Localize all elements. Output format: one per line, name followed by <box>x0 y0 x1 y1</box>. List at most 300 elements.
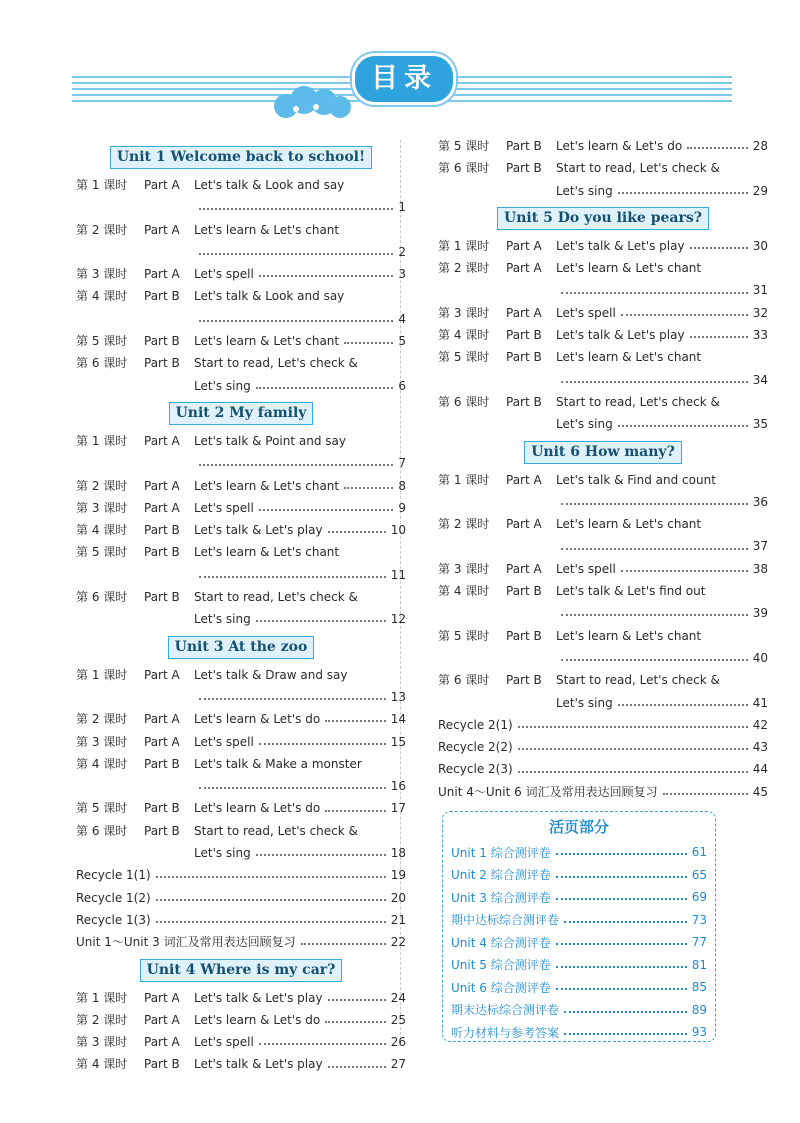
page-number: 7 <box>398 456 406 471</box>
lesson-number: 第 1 课时 <box>76 667 128 682</box>
entry-title: Let's talk & Let's play <box>556 328 685 343</box>
toc-line <box>76 308 406 330</box>
entry-title: Let's talk & Let's find out <box>556 584 706 599</box>
toc-line <box>76 586 406 608</box>
lesson-number: 第 1 课时 <box>76 178 128 192</box>
toc-line <box>438 602 768 624</box>
part-label: Part A <box>506 472 542 487</box>
lesson-number: 第 6 课时 <box>438 394 490 409</box>
loose-leaf-title: 活页部分 <box>548 818 609 836</box>
entry-line <box>556 535 768 557</box>
page-number: 18 <box>390 846 406 861</box>
toc-line <box>76 497 406 519</box>
page-number: 16 <box>390 779 406 794</box>
entry-title: Let's talk & Look and say <box>194 289 345 304</box>
page-number: 33 <box>752 328 768 343</box>
page-number: 5 <box>398 334 406 349</box>
lesson-number: 第 3 课时 <box>438 561 490 576</box>
dot-leader <box>325 810 386 812</box>
entry-title: Let's learn & Let's chant <box>194 334 340 349</box>
toc-line <box>76 330 406 352</box>
entry-line <box>76 931 406 953</box>
entry-title-cont: Let's sing <box>556 183 613 198</box>
toc-line <box>76 686 406 708</box>
dot-leader <box>325 720 386 722</box>
toc-line <box>76 241 406 263</box>
dot-leader <box>561 381 748 383</box>
entry-title: Let's learn & Let's chant <box>556 261 702 276</box>
entry-line <box>556 369 768 391</box>
toc-entry <box>76 864 406 886</box>
toc-line <box>438 324 768 346</box>
page-number: 3 <box>398 267 406 282</box>
toc-entry <box>76 1053 406 1075</box>
toc-entry <box>438 558 768 580</box>
toc-entry <box>76 1031 406 1053</box>
part-label: Part A <box>144 1012 180 1027</box>
lesson-number: 第 6 课时 <box>438 161 490 176</box>
part-label: Part A <box>144 734 180 749</box>
toc-line <box>438 369 768 391</box>
page-number: 85 <box>691 980 707 995</box>
entry-title: Recycle 1(2) <box>76 890 151 905</box>
dot-leader <box>325 1021 386 1023</box>
toc-entry <box>76 820 406 865</box>
entry-line <box>194 564 406 586</box>
entry-title: 期末达标综合测评卷 <box>451 1003 560 1018</box>
unit-heading-row <box>438 202 768 235</box>
page-number: 44 <box>752 762 768 777</box>
dot-leader <box>259 275 394 277</box>
dot-leader <box>518 771 748 773</box>
toc-entry <box>76 753 406 798</box>
entry-title: Let's talk & Point and say <box>194 433 346 448</box>
entry-title: Recycle 2(2) <box>438 740 513 755</box>
lesson-number: 第 6 课时 <box>76 823 128 838</box>
part-label: Part B <box>144 289 180 304</box>
page-number: 2 <box>398 244 406 259</box>
page-number: 10 <box>390 523 406 538</box>
page-number: 24 <box>390 990 406 1005</box>
toc-entry <box>76 430 406 475</box>
toc-entry <box>438 625 768 670</box>
cloud-icon <box>272 84 352 120</box>
entry-title: Let's learn & Let's chant <box>556 628 702 643</box>
toc-line <box>438 413 768 435</box>
lesson-number: 第 2 课时 <box>438 261 490 276</box>
toc-line <box>438 180 768 202</box>
entry-title: Let's talk & Let's play <box>194 990 323 1005</box>
entry-line <box>556 692 768 714</box>
unit-heading: Unit 3 At the zoo <box>168 636 315 659</box>
entry-line <box>556 180 768 202</box>
dot-leader <box>556 988 687 990</box>
entry-line <box>556 491 768 513</box>
entry-title-cont: Let's sing <box>194 378 251 393</box>
entry-title: Let's spell <box>194 734 254 749</box>
toc-left-column <box>76 141 406 1076</box>
part-label: Part B <box>144 356 180 371</box>
toc-line <box>76 1031 406 1053</box>
unit-heading-row <box>76 141 406 174</box>
toc-line <box>76 864 406 886</box>
toc-entry <box>76 931 406 953</box>
lesson-number: 第 5 课时 <box>438 139 490 153</box>
toc-line <box>76 430 406 452</box>
dot-leader <box>328 1066 386 1068</box>
toc-line <box>438 669 768 691</box>
lesson-number: 第 2 课时 <box>76 478 128 493</box>
page-number: 27 <box>390 1057 406 1072</box>
entry-title: Let's learn & Let's chant <box>194 478 340 493</box>
toc-entry <box>438 714 768 736</box>
toc-entry <box>438 669 768 714</box>
dot-leader <box>518 726 748 728</box>
part-label: Part B <box>506 628 542 643</box>
entry-line <box>438 781 768 803</box>
entry-title: Let's talk & Find and count <box>556 472 716 487</box>
toc-entry <box>76 664 406 709</box>
page-number: 61 <box>691 845 707 860</box>
toc-line <box>76 219 406 241</box>
dot-leader <box>199 698 386 700</box>
dot-leader <box>199 253 393 255</box>
toc-line <box>438 302 768 324</box>
toc-entry <box>76 909 406 931</box>
toc-line <box>76 708 406 730</box>
toc-entry <box>438 135 768 157</box>
entry-line <box>194 452 406 474</box>
toc-line <box>76 285 406 307</box>
toc-line <box>76 452 406 474</box>
page-number: 14 <box>390 712 406 727</box>
entry-title: Unit 5 综合测评卷 <box>451 958 551 973</box>
dot-leader <box>561 659 748 661</box>
entry-line <box>194 775 406 797</box>
part-label: Part B <box>506 350 542 365</box>
part-label: Part A <box>144 1035 180 1050</box>
page-number: 9 <box>398 500 406 515</box>
entry-line <box>194 708 406 730</box>
entry-line <box>556 302 768 324</box>
entry-line <box>194 475 406 497</box>
toc-line <box>438 625 768 647</box>
lesson-number: 第 3 课时 <box>76 1035 128 1050</box>
toc-entry <box>76 987 406 1009</box>
dot-leader <box>259 509 394 511</box>
entry-title: Let's talk & Let's play <box>194 1057 323 1072</box>
lesson-number: 第 5 课时 <box>438 628 490 643</box>
toc-line <box>438 692 768 714</box>
part-label: Part B <box>144 756 180 771</box>
toc-entry <box>76 519 406 541</box>
lesson-number: 第 2 课时 <box>76 222 128 237</box>
lesson-number: 第 5 课时 <box>76 545 128 560</box>
lesson-number: 第 1 课时 <box>438 472 490 487</box>
part-label: Part B <box>506 328 542 343</box>
entry-line <box>194 1053 406 1075</box>
loose-leaf-entry <box>451 954 707 977</box>
entry-title: Unit 1 综合测评卷 <box>451 845 551 860</box>
page-number: 43 <box>752 740 768 755</box>
lesson-number: 第 2 课时 <box>76 712 128 727</box>
dot-leader <box>328 531 386 533</box>
entry-title: Let's spell <box>194 267 254 282</box>
page-number: 42 <box>752 717 768 732</box>
part-label: Part A <box>144 667 180 682</box>
part-label: Part A <box>144 267 180 282</box>
entry-title: Recycle 2(1) <box>438 717 513 732</box>
lesson-number: 第 5 课时 <box>76 334 128 349</box>
lesson-number: 第 4 课时 <box>438 584 490 599</box>
dot-leader <box>301 943 386 945</box>
toc-line <box>76 775 406 797</box>
entry-title: Let's learn & Let's chant <box>194 545 340 560</box>
loose-leaf-box <box>442 811 716 1042</box>
dot-leader <box>621 570 748 572</box>
toc-entry <box>76 797 406 819</box>
dot-leader <box>259 743 386 745</box>
loose-leaf-entry <box>451 909 707 932</box>
page-number: 38 <box>752 561 768 576</box>
lesson-number: 第 6 课时 <box>76 356 128 371</box>
entry-title: Recycle 1(3) <box>76 912 151 927</box>
part-label: Part A <box>144 222 180 237</box>
toc-entry <box>438 781 768 803</box>
part-label: Part B <box>506 161 542 176</box>
part-label: Part A <box>144 478 180 493</box>
dot-leader <box>564 1011 687 1013</box>
dot-leader <box>256 620 386 622</box>
toc-entry <box>76 330 406 352</box>
lesson-number: 第 5 课时 <box>438 350 490 365</box>
toc-entry <box>76 475 406 497</box>
page-number: 81 <box>691 957 707 972</box>
toc-entry <box>76 731 406 753</box>
part-label: Part A <box>506 517 542 532</box>
toc-line <box>76 909 406 931</box>
entry-line <box>194 987 406 1009</box>
unit-heading: Unit 1 Welcome back to school! <box>110 146 372 169</box>
toc-line <box>438 736 768 758</box>
lesson-number: 第 4 课时 <box>76 289 128 304</box>
lesson-number: 第 1 课时 <box>438 238 490 253</box>
toc-line <box>76 931 406 953</box>
entry-title: Unit 4～Unit 6 词汇及常用表达回顾复习 <box>438 784 658 799</box>
entry-title: Start to read, Let's check & <box>194 356 358 371</box>
toc-line <box>438 758 768 780</box>
dot-leader <box>561 503 748 505</box>
lesson-number: 第 2 课时 <box>76 1012 128 1027</box>
unit-heading: Unit 6 How many? <box>524 441 682 464</box>
page-number: 25 <box>390 1012 406 1027</box>
page-number: 15 <box>390 734 406 749</box>
entry-title: Start to read, Let's check & <box>556 673 720 688</box>
toc-entry <box>76 497 406 519</box>
toc-entry <box>76 174 406 219</box>
entry-line <box>194 330 406 352</box>
entry-line <box>556 135 768 157</box>
page-number: 45 <box>752 784 768 799</box>
entry-title-cont: Let's sing <box>556 417 613 432</box>
lesson-number: 第 1 课时 <box>76 990 128 1005</box>
toc-line <box>76 475 406 497</box>
toc-line <box>438 135 768 157</box>
toc-right-column <box>438 135 768 803</box>
toc-entry <box>438 391 768 436</box>
entry-line <box>194 241 406 263</box>
dot-leader <box>690 247 748 249</box>
dot-leader <box>561 614 748 616</box>
entry-line <box>194 519 406 541</box>
unit-heading-row <box>438 436 768 469</box>
page-number: 89 <box>691 1002 707 1017</box>
page-number: 13 <box>390 689 406 704</box>
entry-title: 期中达标综合测评卷 <box>451 913 560 928</box>
dot-leader <box>199 464 393 466</box>
toc-line <box>76 352 406 374</box>
entry-title: Let's spell <box>194 500 254 515</box>
unit-heading-row <box>76 631 406 664</box>
toc-entry <box>438 257 768 302</box>
page-number: 11 <box>390 567 406 582</box>
entry-title: Recycle 2(3) <box>438 762 513 777</box>
lesson-number: 第 3 课时 <box>76 734 128 749</box>
entry-title: Let's spell <box>556 561 616 576</box>
page-number: 32 <box>752 305 768 320</box>
toc-line <box>438 469 768 491</box>
part-label: Part B <box>144 545 180 560</box>
lesson-number: 第 3 课时 <box>76 267 128 282</box>
entry-line <box>194 686 406 708</box>
page-number: 12 <box>390 612 406 627</box>
toc-line <box>76 608 406 630</box>
entry-line <box>194 1031 406 1053</box>
toc-line <box>76 887 406 909</box>
toc-entry <box>438 736 768 758</box>
dot-leader <box>344 487 393 489</box>
toc-line <box>76 797 406 819</box>
toc-entry <box>438 580 768 625</box>
dot-leader <box>561 292 748 294</box>
entry-line <box>556 602 768 624</box>
dot-leader <box>256 854 386 856</box>
entry-title: Start to read, Let's check & <box>194 590 358 605</box>
dot-leader <box>618 425 748 427</box>
entry-line <box>194 608 406 630</box>
entry-title: Start to read, Let's check & <box>556 161 720 176</box>
lesson-number: 第 4 课时 <box>76 523 128 538</box>
toc-line <box>438 580 768 602</box>
part-label: Part B <box>144 334 180 349</box>
entry-line <box>194 1009 406 1031</box>
entry-title: Let's learn & Let's do <box>556 139 683 153</box>
toc-entry <box>438 469 768 514</box>
entry-title: Unit 4 综合测评卷 <box>451 935 551 950</box>
dot-leader <box>156 899 386 901</box>
toc-line <box>76 263 406 285</box>
dot-leader <box>199 208 393 210</box>
page-number: 19 <box>390 868 406 883</box>
entry-title: Let's talk & Make a monster <box>194 756 362 771</box>
toc-entry <box>438 324 768 346</box>
dot-leader <box>564 921 687 923</box>
entry-line <box>556 558 768 580</box>
lesson-number: 第 4 课时 <box>438 328 490 343</box>
dot-leader <box>156 921 386 923</box>
entry-title: Unit 6 综合测评卷 <box>451 980 551 995</box>
toc-line <box>76 541 406 563</box>
toc-line <box>76 842 406 864</box>
page-number: 41 <box>752 695 768 710</box>
toc-line <box>438 235 768 257</box>
lesson-number: 第 1 课时 <box>76 433 128 448</box>
toc-entry <box>76 352 406 397</box>
entry-line <box>194 497 406 519</box>
entry-title: Let's learn & Let's do <box>194 1012 321 1027</box>
dot-leader <box>556 966 687 968</box>
dot-leader <box>556 898 687 900</box>
toc-entry <box>76 1009 406 1031</box>
toc-entry <box>76 219 406 264</box>
part-label: Part B <box>506 584 542 599</box>
dot-leader <box>564 1033 687 1035</box>
dot-leader <box>256 387 394 389</box>
lesson-number: 第 6 课时 <box>76 590 128 605</box>
loose-leaf-entry <box>451 864 707 887</box>
toc-entry <box>76 541 406 586</box>
part-label: Part A <box>506 238 542 253</box>
page-number: 1 <box>398 200 406 215</box>
entry-line <box>194 842 406 864</box>
lesson-number: 第 3 课时 <box>76 500 128 515</box>
toc-line <box>76 1009 406 1031</box>
entry-line <box>194 797 406 819</box>
page-number: 22 <box>390 935 406 950</box>
page-number: 69 <box>691 890 707 905</box>
toc-line <box>438 157 768 179</box>
entry-line <box>76 887 406 909</box>
toc-line <box>438 513 768 535</box>
entry-title: Let's learn & Let's chant <box>556 350 702 365</box>
toc-entry <box>76 708 406 730</box>
part-label: Part A <box>506 305 542 320</box>
dot-leader <box>199 787 386 789</box>
dot-leader <box>618 192 748 194</box>
entry-title-cont: Let's sing <box>556 695 613 710</box>
toc-entry <box>438 758 768 780</box>
toc-line <box>76 1053 406 1075</box>
entry-line <box>194 731 406 753</box>
page-number: 29 <box>752 183 768 198</box>
page-number: 26 <box>390 1035 406 1050</box>
page-number: 93 <box>691 1025 707 1040</box>
entry-line <box>438 736 768 758</box>
toc-line <box>438 491 768 513</box>
toc-line <box>76 519 406 541</box>
toc-line <box>76 731 406 753</box>
toc-entry <box>76 586 406 631</box>
toc-entry <box>438 302 768 324</box>
lesson-number: 第 4 课时 <box>76 756 128 771</box>
entry-line <box>438 758 768 780</box>
lesson-number: 第 5 课时 <box>76 801 128 816</box>
dot-leader <box>328 999 386 1001</box>
entry-title: Let's talk & Let's play <box>556 238 685 253</box>
page-number: 39 <box>752 606 768 621</box>
dot-leader <box>556 853 687 855</box>
page-number: 34 <box>752 372 768 387</box>
